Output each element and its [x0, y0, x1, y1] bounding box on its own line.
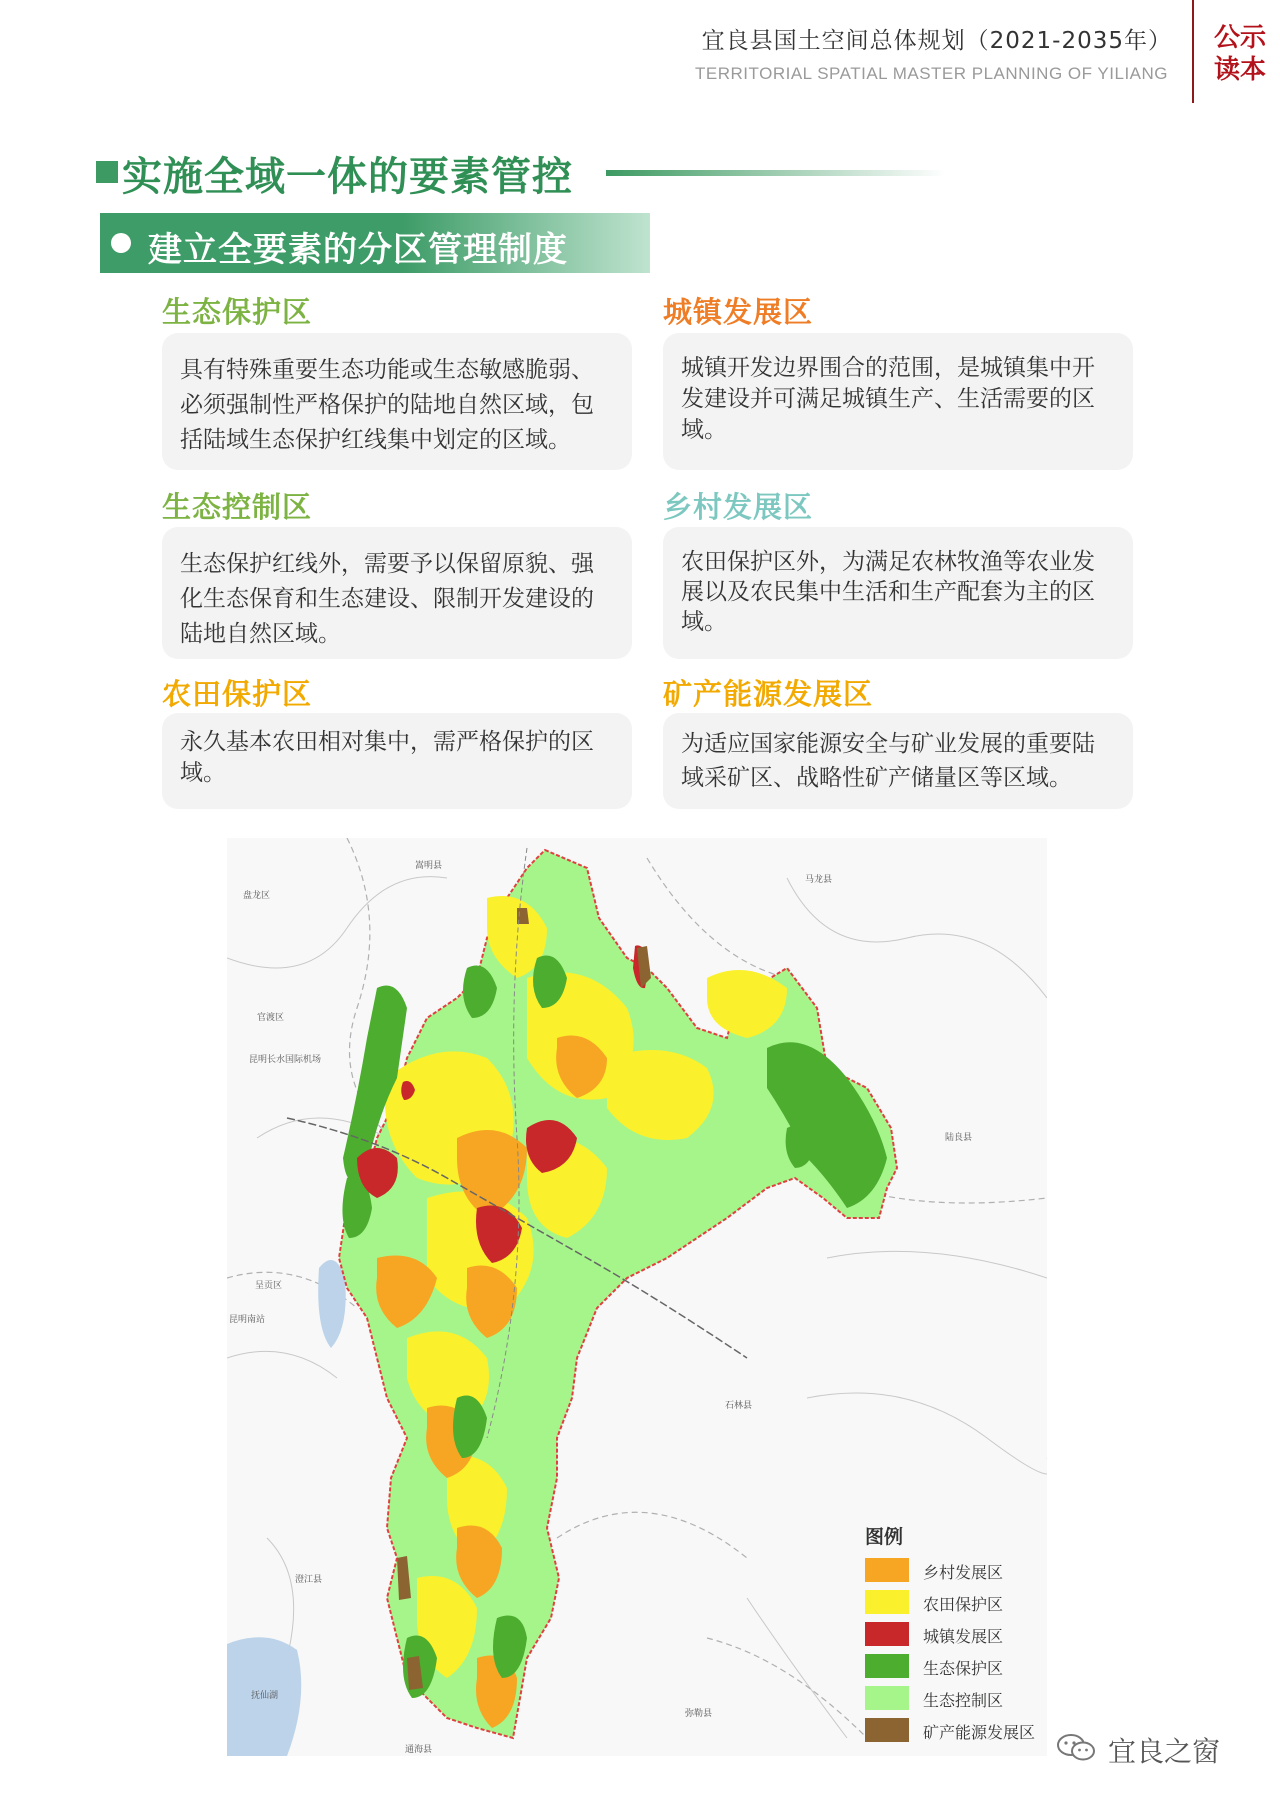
legend-swatch [865, 1654, 909, 1678]
zone-desc-urban-dev: 城镇开发边界围合的范围，是城镇集中开发建设并可满足城镇生产、生活需要的区域。 [681, 355, 1095, 443]
document-title: 宜良县国土空间总体规划（2021-2035年） [701, 28, 1172, 54]
legend-swatch [865, 1558, 909, 1582]
zone-title-eco-protect: 生态保护区 [162, 295, 313, 329]
document-subtitle: TERRITORIAL SPATIAL MASTER PLANNING OF YILIANG [695, 64, 1168, 83]
section-title: 实施全域一体的要素管控 [122, 153, 573, 200]
legend-swatch [865, 1590, 909, 1614]
place-mile: 弥勒县 [685, 1709, 713, 1719]
place-songming: 嵩明县 [415, 861, 443, 871]
zone-desc-mining: 为适应国家能源安全与矿业发展的重要陆域采矿区、战略性矿产储量区等区域。 [681, 731, 1095, 791]
legend-title: 图例 [865, 1526, 904, 1548]
zoning-map [227, 838, 1047, 1756]
zone-title-farmland: 农田保护区 [162, 677, 313, 711]
legend-swatch [865, 1686, 909, 1710]
badge-line-2: 读本 [1214, 55, 1267, 85]
place-lake: 抚仙湖 [251, 1691, 279, 1701]
place-malong: 马龙县 [805, 875, 833, 885]
zone-card-urban-dev [663, 333, 1133, 470]
legend-label: 乡村发展区 [923, 1563, 1004, 1582]
place-panlong: 盘龙区 [243, 891, 271, 901]
zone-card-eco-control [162, 527, 632, 659]
legend-swatch [865, 1622, 909, 1646]
header-divider [1192, 0, 1194, 103]
section-rule [606, 170, 946, 176]
legend-label: 城镇发展区 [923, 1627, 1004, 1646]
zone-desc-eco-control: 生态保护红线外，需要予以保留原貌、强化生态保育和生态建设、限制开发建设的陆地自然区域。 [180, 551, 594, 647]
zone-title-eco-control: 生态控制区 [162, 490, 313, 524]
section-marker [96, 161, 118, 183]
place-shilin: 石林县 [725, 1401, 753, 1411]
bullet-dot [111, 233, 131, 253]
zone-card-rural-dev [663, 527, 1133, 659]
legend-label: 农田保护区 [923, 1595, 1004, 1614]
legend-label: 生态控制区 [923, 1691, 1004, 1710]
wechat-icon [1056, 1732, 1096, 1762]
zone-desc-rural-dev: 农田保护区外，为满足农林牧渔等农业发展以及农民集中生活和生产配套为主的区域。 [681, 549, 1095, 635]
place-guandu: 官渡区 [257, 1013, 285, 1023]
place-tonghai: 通海县 [405, 1745, 433, 1755]
zoning-map-graphic [227, 838, 1047, 1756]
watermark-text: 宜良之窗 [1108, 1735, 1221, 1768]
zone-desc-farmland: 永久基本农田相对集中，需严格保护的区域。 [180, 729, 594, 786]
zone-title-rural-dev: 乡村发展区 [663, 490, 814, 524]
place-chenggong: 呈贡区 [255, 1281, 283, 1291]
zone-card-farmland [162, 713, 632, 809]
place-chengjiang: 澄江县 [295, 1575, 323, 1585]
legend-label: 矿产能源发展区 [923, 1723, 1036, 1742]
lake-small [318, 1260, 346, 1348]
place-luliang: 陆良县 [945, 1133, 973, 1143]
legend-swatch [865, 1718, 909, 1742]
legend-label: 生态保护区 [923, 1659, 1004, 1678]
badge-line-1: 公示 [1214, 23, 1267, 53]
zone-card-mining [663, 713, 1133, 809]
subsection-title: 建立全要素的分区管理制度 [148, 230, 568, 270]
place-chenggong-station: 昆明南站 [229, 1315, 266, 1325]
zone-title-mining: 矿产能源发展区 [663, 677, 874, 711]
publication-badge [1214, 22, 1270, 86]
zone-title-urban-dev: 城镇发展区 [663, 295, 814, 329]
zone-desc-eco-protect: 具有特殊重要生态功能或生态敏感脆弱、必须强制性严格保护的陆地自然区域，包括陆域生态保护红线集中划定的区域。 [180, 357, 594, 453]
place-airport: 昆明长水国际机场 [249, 1055, 322, 1065]
zone-card-eco-protect [162, 333, 632, 470]
